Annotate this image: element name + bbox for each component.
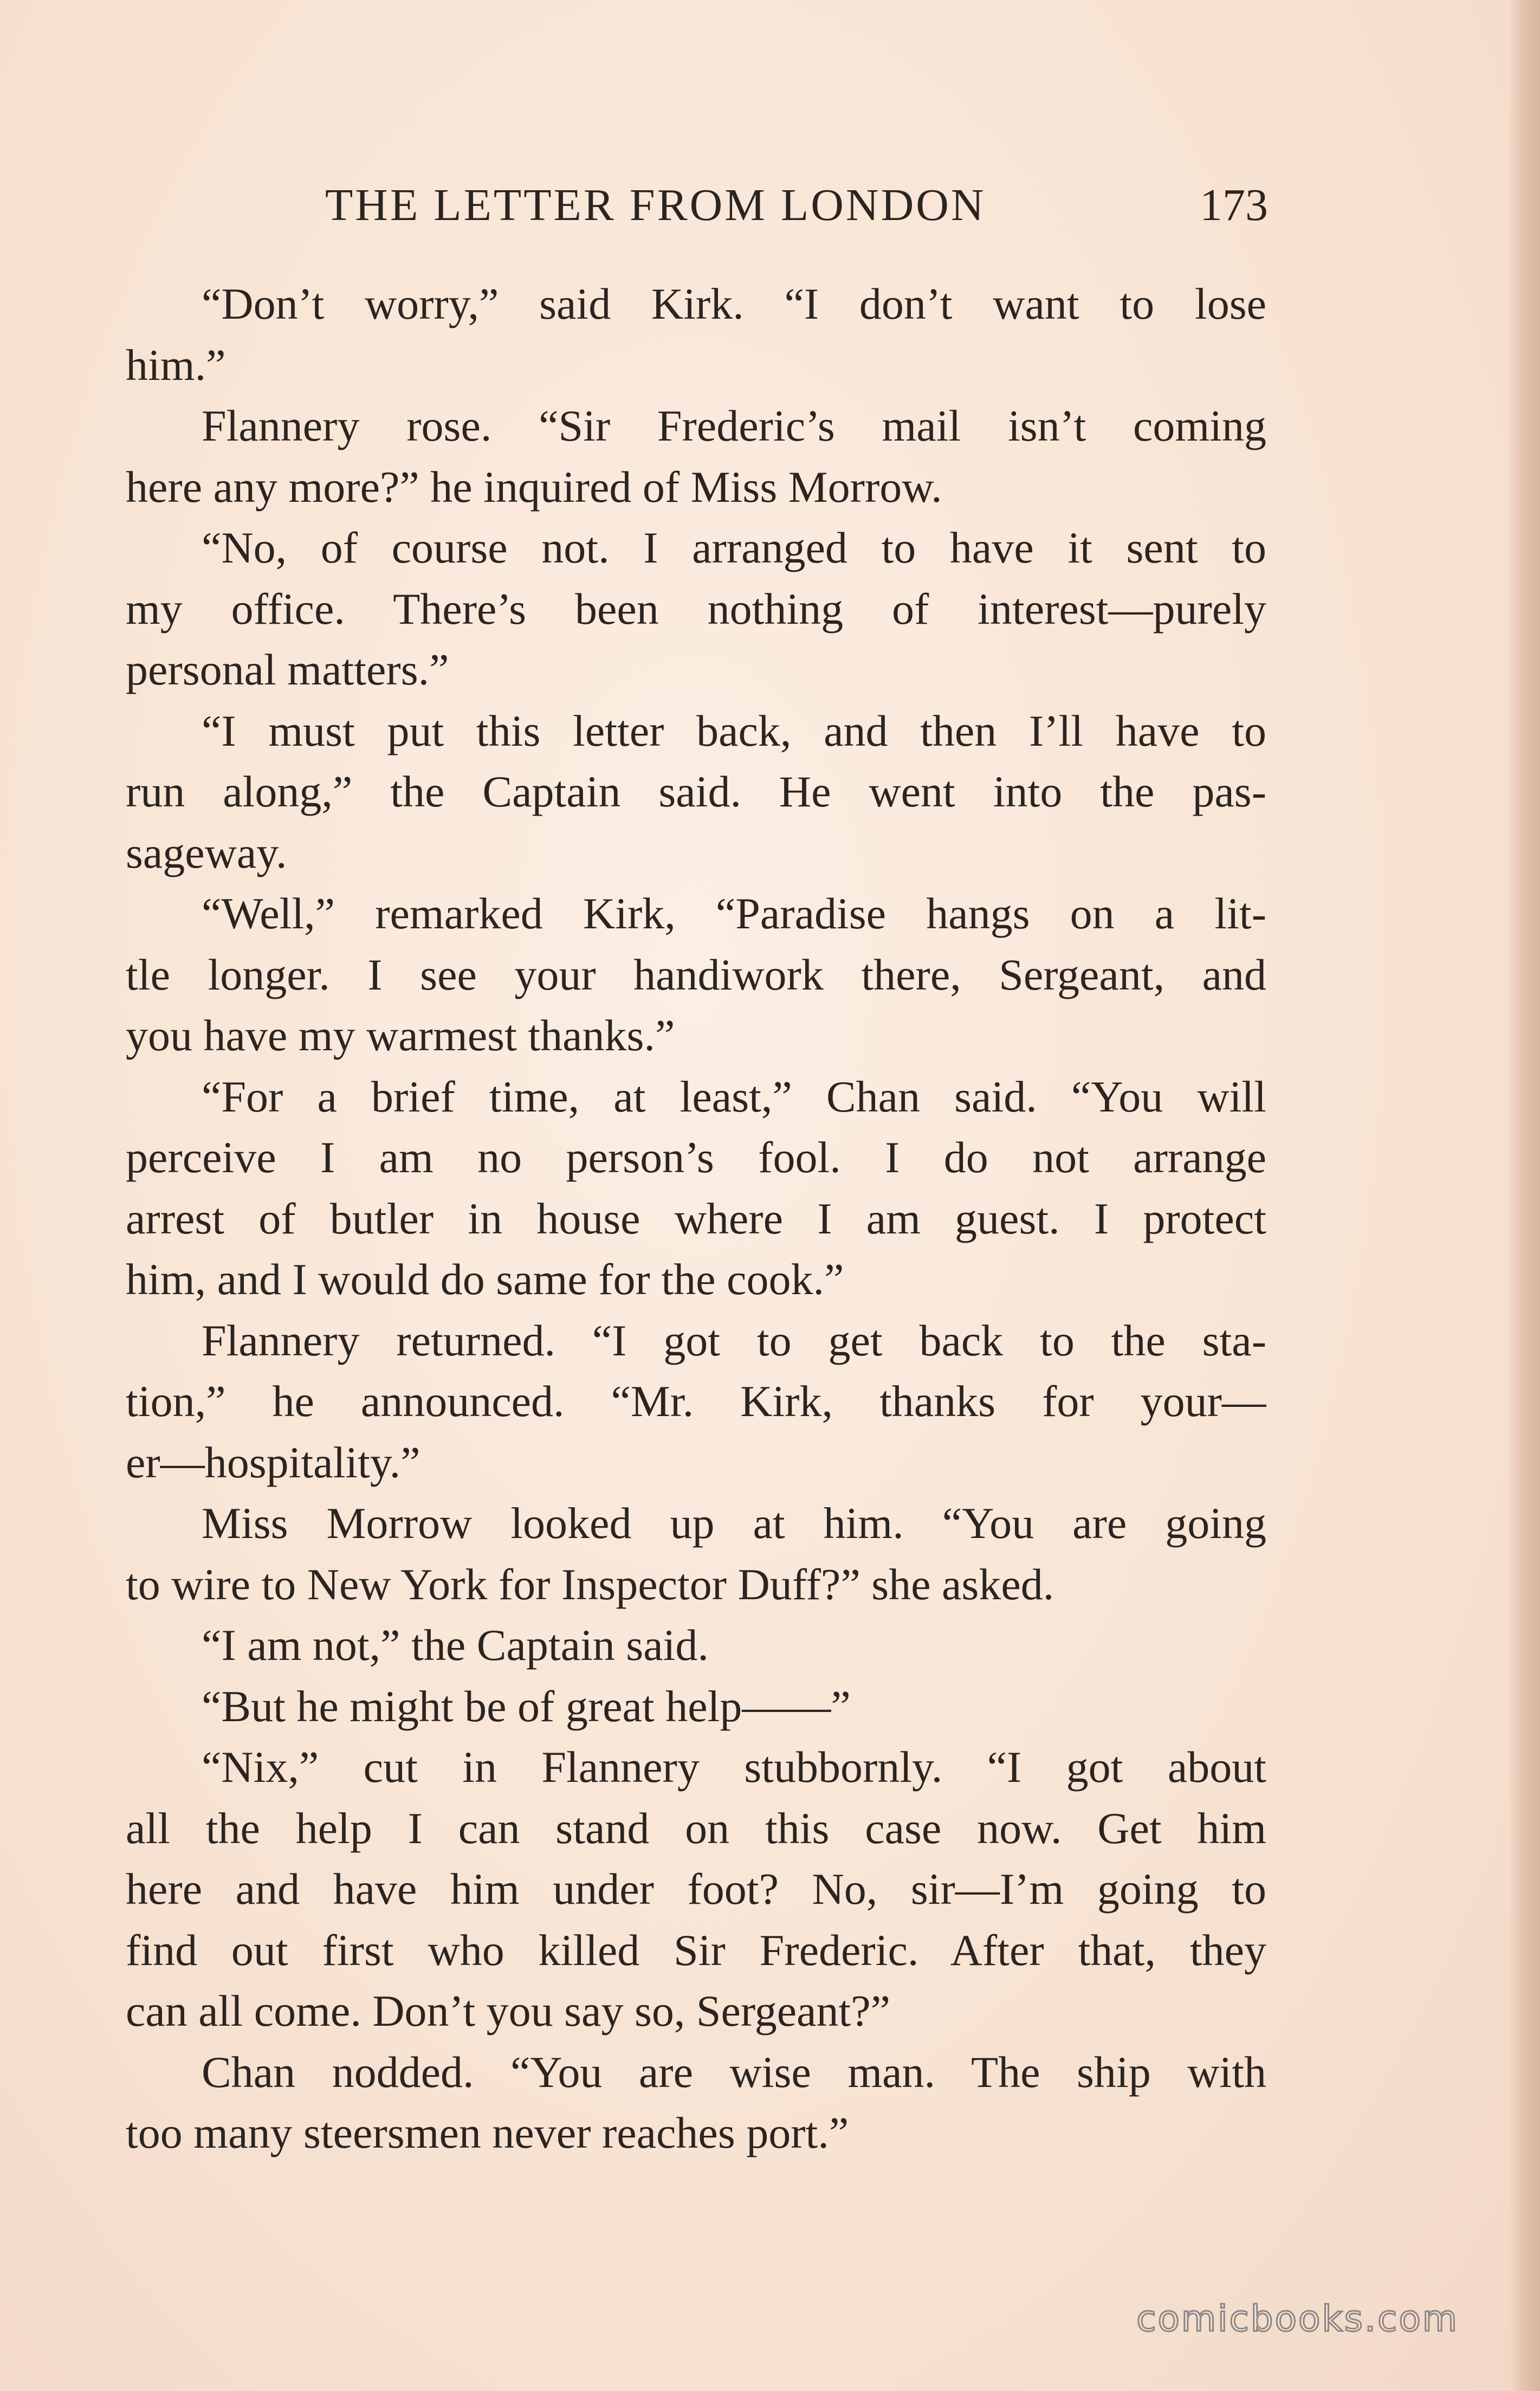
text-line: perceive I am no person’s fool. I do not arrange: [126, 1133, 1266, 1182]
text-line: can all come. Don’t you say so, Sergeant?”: [126, 1986, 891, 2035]
text-line: “For a brief time, at least,” Chan said. “You will: [202, 1071, 1266, 1121]
text-line: Chan nodded. “You are wise man. The ship with: [202, 2047, 1266, 2097]
text-line: you have my warmest thanks.”: [126, 1011, 675, 1060]
watermark-logo: comicbooks.com: [1136, 2298, 1459, 2340]
text-line: Flannery rose. “Sir Frederic’s mail isn’t coming: [202, 401, 1266, 450]
text-line: too many steersmen never reaches port.”: [126, 2108, 849, 2157]
text-line: arrest of butler in house where I am guest. I protect: [126, 1193, 1266, 1243]
text-line: here any more?” he inquired of Miss Morrow.: [126, 462, 942, 512]
text-line: “No, of course not. I arranged to have it sent to: [202, 523, 1266, 572]
text-line: “But he might be of great help——”: [202, 1681, 851, 1731]
running-head: [130, 179, 1268, 244]
text-line: all the help I can stand on this case now. Get him: [126, 1803, 1266, 1853]
text-line: to wire to New York for Inspector Duff?” she asked.: [126, 1559, 1054, 1609]
text-line: “Well,” remarked Kirk, “Paradise hangs on a lit-: [202, 889, 1266, 938]
page-number: 173: [1200, 180, 1268, 230]
text-line: sageway.: [126, 828, 287, 877]
text-line: run along,” the Captain said. He went into the pas-: [126, 767, 1266, 816]
running-title: THE LETTER FROM LONDON: [325, 180, 986, 230]
text-line: Flannery returned. “I got to get back to the sta-: [202, 1315, 1266, 1365]
text-line: here and have him under foot? No, sir—I’m going to: [126, 1864, 1266, 1914]
text-line: “I am not,” the Captain said.: [202, 1620, 709, 1670]
text-line: “Don’t worry,” said Kirk. “I don’t want to lose: [202, 279, 1266, 328]
text-line: personal matters.”: [126, 645, 449, 694]
body-text: [126, 274, 1266, 2164]
text-line: er—hospitality.”: [126, 1437, 420, 1487]
page-edge-shadow: [1510, 0, 1540, 2391]
text-line: Miss Morrow looked up at him. “You are going: [202, 1498, 1266, 1548]
text-line: him, and I would do same for the cook.”: [126, 1255, 844, 1304]
text-line: tion,” he announced. “Mr. Kirk, thanks for your—: [126, 1377, 1266, 1426]
text-line: tle longer. I see your handiwork there, Sergeant, and: [126, 949, 1266, 999]
text-line: “I must put this letter back, and then I’ll have to: [202, 706, 1266, 755]
text-line: my office. There’s been nothing of interest—purely: [126, 584, 1266, 634]
text-line: “Nix,” cut in Flannery stubbornly. “I got about: [202, 1742, 1266, 1792]
text-line: find out first who killed Sir Frederic. After that, they: [126, 1925, 1266, 1975]
text-line: him.”: [126, 340, 226, 390]
